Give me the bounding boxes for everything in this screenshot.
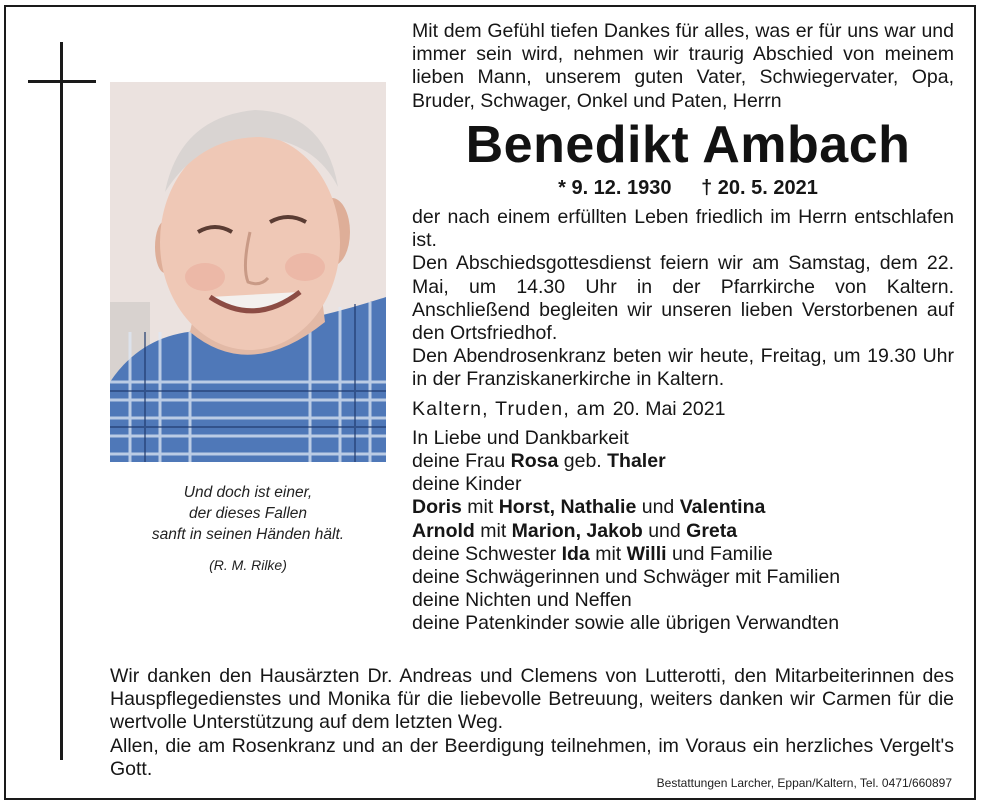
- closing-text: Allen, die am Rosenkranz und an der Beerdigung teilnehmen, im Voraus ein herzliches Vergelt's Gott.: [110, 734, 954, 780]
- quote-line: sanft in seinen Händen hält.: [151, 526, 345, 543]
- birth-date: * 9. 12. 1930: [558, 176, 672, 199]
- family-line: Arnold mit Marion, Jakob und Greta: [412, 519, 738, 542]
- notice-date: 20. Mai 2021: [612, 397, 726, 420]
- intro-text: Mit dem Gefühl tiefen Dankes für alles, was er für uns war und immer sein wird, nehmen wir traurig Abschied von meinem lieben Mann, unserem guten Vater, Schwiegervater, Opa, Bruder, Schwager, Onkel und Paten, Herrn: [412, 20, 954, 112]
- cross-icon-bar: [28, 80, 96, 83]
- family-line: Doris mit Horst, Nathalie und Valentina: [412, 496, 766, 519]
- cross-icon: [60, 42, 63, 760]
- deceased-name: Benedikt Ambach: [465, 115, 911, 174]
- family-line: deine Patenkinder sowie alle übrigen Verwandten: [412, 612, 840, 635]
- family-list: [412, 427, 954, 636]
- place: Kaltern, Truden, am: [412, 397, 607, 420]
- place-date: [412, 398, 954, 421]
- quote-line: Und doch ist einer,: [183, 484, 313, 501]
- family-line: deine Schwester Ida mit Willi und Familie: [412, 542, 773, 565]
- family-line: In Liebe und Dankbarkeit: [412, 426, 629, 449]
- quote-line: der dieses Fallen: [188, 505, 308, 522]
- main-text: [412, 20, 954, 636]
- body-paragraph: Den Abendrosenkranz beten wir heute, Freitag, um 19.30 Uhr in der Franziskanerkirche in Kaltern.: [412, 345, 954, 391]
- quote-author: (R. M. Rilke): [209, 557, 287, 573]
- undertaker-info: Bestattungen Larcher, Eppan/Kaltern, Tel. 0471/660897: [656, 776, 952, 790]
- quote-block: [110, 482, 386, 576]
- family-line: deine Nichten und Neffen: [412, 589, 632, 612]
- family-line: deine Kinder: [412, 473, 522, 496]
- family-line: deine Frau Rosa geb. Thaler: [412, 450, 666, 473]
- portrait-photo: [110, 82, 386, 462]
- body-paragraph: Den Abschiedsgottesdienst feiern wir am Samstag, dem 22. Mai, um 14.30 Uhr in der Pfarrkirche von Kaltern. Anschließend begleiten wir unseren lieben Verstorbenen auf den Ortsfriedhof.: [412, 252, 954, 345]
- life-dates: [422, 177, 954, 200]
- death-date: † 20. 5. 2021: [701, 176, 818, 199]
- body-paragraph: der nach einem erfüllten Leben friedlich im Herrn entschlafen ist.: [412, 206, 954, 252]
- thanks-block: [110, 665, 954, 781]
- thanks-text: Wir danken den Hausärzten Dr. Andreas und Clemens von Lutterotti, den Mitarbeiterinnen des Hauspflegedienstes und Monika für die liebevolle Betreuung, weiters danken wir Carmen für die wertvolle Unterstützung auf dem letzten Weg.: [110, 665, 954, 734]
- family-line: deine Schwägerinnen und Schwäger mit Familien: [412, 566, 841, 589]
